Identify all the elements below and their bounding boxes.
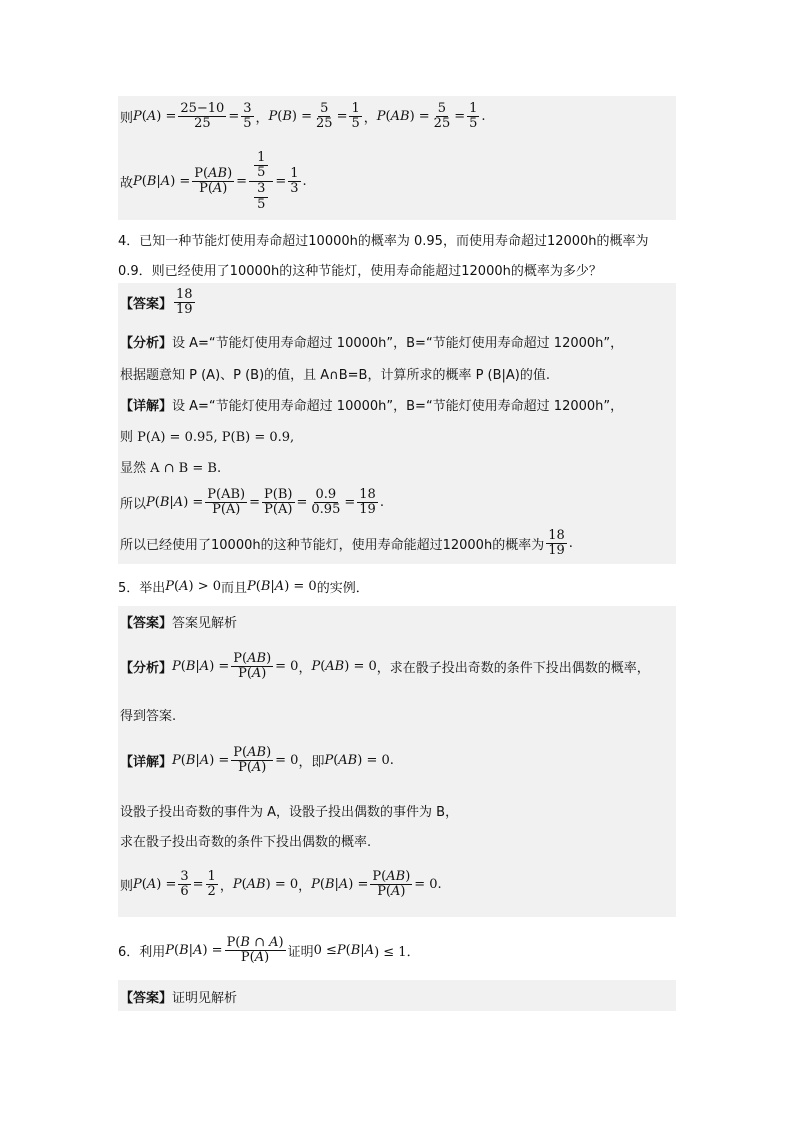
q6-stem: 6．利用 P ( B | A ) = $\frac{P(B \cap A)}{P(A)}$ 证明 0 ≤ P ( B | A ) ≤ 1． [118, 934, 420, 965]
answer-label: 【答案】 [120, 296, 173, 312]
answer-label: 【答案】 [120, 615, 173, 631]
q4-analysis-line-2: 根据题意知 P (A)、P (B)的值，且 A∩B=B，计算所求的概率 P (B|A)的值. [120, 367, 551, 383]
q4-stem-line-1: 4．已知一种节能灯使用寿命超过10000h的概率为 0.95，而使用寿命超过12000h的概率为 [118, 233, 649, 249]
analysis-label: 【分析】 [120, 335, 173, 351]
answer-label: 【答案】 [120, 990, 173, 1006]
detail-label: 【详解】 [120, 398, 173, 414]
detail-label: 【详解】 [120, 754, 173, 770]
q4-analysis: 【分析】 设 A=“节能灯使用寿命超过 10000h”，B=“节能灯使用寿命超过 12000h”， [120, 330, 623, 352]
prev-line-1: 则 P ( A ) = $\frac{25-10}{25}$ = $\frac{3}{5}$ ， P ( B ) = $\frac{5}{25}$ = $\frac{1}{5}$ ， P ( AB ) = $\frac{5}{25}$ = $\frac{1}{5}$ . [120, 100, 486, 131]
q4-detail-line-2: 则 P(A) = 0.95, P(B) = 0.9, [120, 429, 295, 445]
q5-answer: 【答案】 答案见解析 [120, 610, 237, 632]
q5-detail: 【详解】 P ( B | A ) = $\frac{P(AB)}{P(A)}$ = 0 ，即 P ( AB ) = 0. [120, 744, 394, 775]
q4-detail-line-3: 显然 A ∩ B = B. [120, 460, 222, 476]
q4-detail: 【详解】 设 A=“节能灯使用寿命超过 10000h”，B=“节能灯使用寿命超过 12000h”， [120, 393, 623, 415]
q5-detail-line-2: 设骰子投出奇数的事件为 A，设骰子投出偶数的事件为 B， [120, 804, 459, 820]
q4-stem-line-2: 0.9．则已经使用了10000h的这种节能灯，使用寿命能超过12000h的概率为多少？ [118, 263, 602, 279]
q4-detail-line-5: 所以已经使用了10000h的这种节能灯，使用寿命能超过12000h的概率为 $\frac{18}{19}$ . [120, 527, 573, 558]
q4-answer: 【答案】 $\frac{18}{19}$ [120, 286, 193, 317]
q5-analysis: 【分析】 P ( B | A ) = $\frac{P(AB)}{P(A)}$ = 0 ， P ( AB ) = 0 ，求在骰子投出奇数的条件下投出偶数的概率， [120, 650, 650, 681]
q5-analysis-line-2: 得到答案. [120, 708, 177, 724]
q5-stem: 5．举出 P ( A ) > 0 而且 P ( B | A ) = 0 的实例． [118, 578, 369, 596]
prev-line-2: 故 P ( B | A ) = $\frac{P(AB)}{P(A)}$ = $\frac{\frac{1}{5}}{\frac{3}{5}}$ = $\frac{1}{3}$ . [120, 149, 307, 212]
q5-detail-line-3: 求在骰子投出奇数的条件下投出偶数的概率. [120, 834, 372, 850]
analysis-label: 【分析】 [120, 660, 173, 676]
q4-detail-line-4: 所以 P ( B | A ) = $\frac{P(AB)}{P(A)}$ = $\frac{P(B)}{P(A)}$ = $\frac{0.9}{0.95}$ = $\frac{18}{19}$ . [120, 486, 384, 517]
q6-answer: 【答案】 证明见解析 [120, 985, 237, 1007]
q5-detail-line-4: 则 P ( A ) = $\frac{3}{6}$ = $\frac{1}{2}$ ， P ( AB ) = 0 ， P ( B | A ) = $\frac{P(AB)}{P(A)}$ = 0. [120, 868, 442, 899]
